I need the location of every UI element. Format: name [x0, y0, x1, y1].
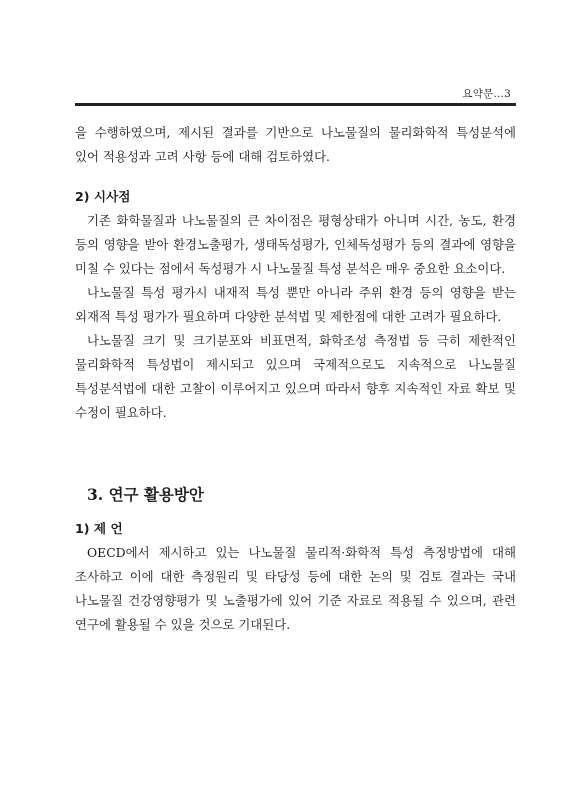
implications-heading: 2) 시사점 — [75, 189, 131, 204]
header-rule — [75, 103, 516, 106]
utilization-section-heading: 3. 연구 활용방안 — [87, 485, 204, 504]
running-header: 요약문…3 — [462, 88, 511, 100]
proposal-heading: 1) 제 언 — [75, 521, 123, 536]
implications-paragraph-1: 기존 화학물질과 나노물질의 큰 차이점은 평형상태가 아니며 시간, 농도, 환경 등의 영향을 받아 환경노출평가, 생태독성평가, 인체독성평가 등의 결과에 영향을 미칠 수 있다는 점에서 독성평가 시 나노물질 특성 분석은 매우 중요한 요소이다. — [75, 213, 516, 276]
page-body — [75, 121, 516, 637]
implications-paragraph-3: 나노물질 크기 및 크기분포와 비표면적, 화학조성 측정법 등 극히 제한적인 물리화학적 특성법이 제시되고 있으며 국제적으로도 지속적으로 나노물질 특성분석법에 대한 고찰이 이루어지고 있으며 따라서 향후 지속적인 자료 확보 및 수정이 필요하다. — [75, 333, 516, 420]
intro-paragraph: 을 수행하였으며, 제시된 결과를 기반으로 나노물질의 물리화학적 특성분석에 있어 적용성과 고려 사항 등에 대해 검토하였다. — [75, 125, 516, 164]
implications-paragraph-2: 나노물질 특성 평가시 내재적 특성 뿐만 아니라 주위 환경 등의 영향을 받는 외재적 특성 평가가 필요하며 다양한 분석법 및 제한점에 대한 고려가 필요하다. — [75, 285, 516, 324]
proposal-paragraph: OECD에서 제시하고 있는 나노물질 물리적·화학적 특성 측정방법에 대해 조사하고 이에 대한 측정원리 및 타당성 등에 대한 논의 및 검토 결과는 국내 나노물질 건강영향평가 및 노출평가에 있어 기준 자료로 적용될 수 있으며, 관련 연구에 활용될 수 있을 것으로 기대된다. — [75, 545, 516, 632]
